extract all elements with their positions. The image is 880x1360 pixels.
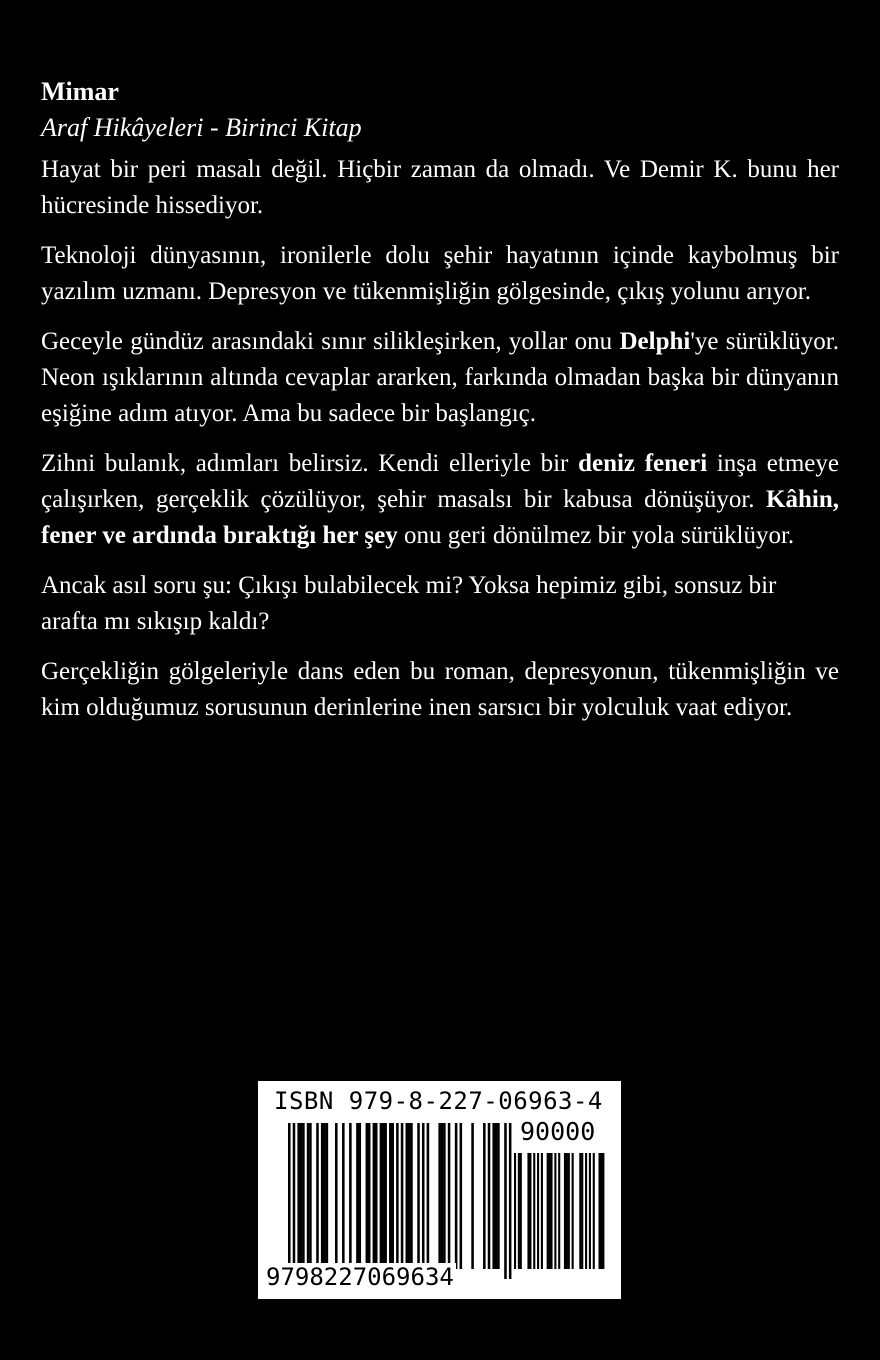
- barcode-bar: [366, 1123, 369, 1269]
- barcode-addon-bar: [549, 1153, 551, 1269]
- blurb-paragraph-1: Hayat bir peri masalı değil. Hiçbir zaman da olmadı. Ve Demir K. bunu her hücresinde hissediyor.: [41, 156, 839, 219]
- barcode-addon-bar: [572, 1153, 574, 1269]
- book-title: Mimar: [41, 77, 119, 106]
- barcode-bar: [448, 1123, 451, 1269]
- barcode-bar: [300, 1123, 303, 1269]
- barcode-bar: [302, 1123, 305, 1269]
- barcode-bar: [316, 1123, 319, 1269]
- blurb-emphasis: Kâhin, fener ve ardında bıraktığı her şey: [41, 486, 839, 549]
- barcode-addon-bar: [566, 1153, 568, 1269]
- barcode-digits: 9798227069634: [266, 1263, 454, 1291]
- blurb-text: Geceyle gündüz arasındaki sınır silikleşirken, yollar onu: [41, 328, 620, 355]
- barcode-addon-bar: [520, 1153, 522, 1269]
- barcode-bar: [455, 1123, 458, 1269]
- barcode-addon-bar: [537, 1153, 539, 1269]
- barcode-addon-bar: [541, 1153, 543, 1269]
- barcode-bar: [401, 1123, 404, 1279]
- barcode-addon-bar: [558, 1153, 560, 1269]
- barcode-bar: [335, 1123, 338, 1269]
- barcode-bar: [391, 1123, 394, 1269]
- barcode-bar: [406, 1123, 409, 1269]
- barcode-bar: [460, 1123, 463, 1269]
- barcode-bar: [359, 1123, 362, 1269]
- isbn-barcode: [258, 1081, 621, 1299]
- blurb-text: inşa etmeye çalışırken, gerçeklik çözülüyor, şehir masalsı bir kabusa dönüşüyor.: [41, 450, 839, 513]
- barcode-bar: [427, 1123, 430, 1269]
- barcode-bar: [323, 1123, 326, 1269]
- barcode-bar: [373, 1123, 376, 1269]
- barcode-bar: [356, 1123, 359, 1269]
- barcode-addon-bar: [527, 1153, 529, 1269]
- blurb-paragraph-4: [41, 446, 839, 554]
- blurb-paragraph-2: Teknoloji dünyasının, ironilerle dolu şehir hayatının içinde kaybolmuş bir yazılım uzmanı. Depresyon ve tükenmişliğin gölgesinde, çıkış yolunu arıyor.: [41, 242, 839, 305]
- barcode-bar: [410, 1123, 413, 1269]
- barcode-addon-bar: [600, 1153, 602, 1269]
- blurb-emphasis: Delphi: [619, 328, 691, 355]
- barcode-addon-bar: [529, 1153, 531, 1269]
- barcode-bar: [326, 1123, 329, 1269]
- barcode-bar: [488, 1123, 491, 1269]
- barcode-addon-bar: [550, 1153, 552, 1269]
- barcode-bar: [441, 1123, 444, 1269]
- barcode-bar: [384, 1123, 387, 1269]
- isbn-label: ISBN 979-8-227-06963-4: [274, 1087, 603, 1115]
- barcode-addon-bar: [533, 1153, 535, 1269]
- back-cover-text: [41, 74, 839, 740]
- barcode-bar: [495, 1123, 498, 1269]
- barcode-bar: [375, 1123, 378, 1269]
- barcode-bar: [396, 1123, 399, 1279]
- barcode-bar: [307, 1123, 310, 1269]
- book-subtitle: Araf Hikâyeleri - Birinci Kitap: [41, 113, 362, 142]
- barcode-addon-bar: [598, 1153, 600, 1269]
- barcode-addon-bar: [547, 1153, 549, 1269]
- barcode-bar: [297, 1123, 300, 1269]
- blurb-paragraph-3: [41, 324, 839, 432]
- barcode-bar: [342, 1123, 345, 1269]
- barcode-addon-bar: [568, 1153, 570, 1269]
- barcode-bar: [497, 1123, 500, 1269]
- blurb-text: onu geri dönülmez bir yola sürüklüyor.: [397, 522, 795, 549]
- barcode-bar: [438, 1123, 441, 1269]
- barcode-addon-bar: [514, 1153, 516, 1269]
- barcode-bar: [504, 1123, 507, 1279]
- barcode-addon-bar: [593, 1153, 595, 1269]
- barcode-bar: [483, 1123, 486, 1269]
- blurb-text: Zihni bulanık, adımları belirsiz. Kendi elleriyle bir: [41, 450, 579, 477]
- barcode-bar: [443, 1123, 446, 1269]
- barcode-addon-bar: [585, 1153, 587, 1269]
- barcode-addon-bar: [554, 1153, 556, 1269]
- barcode-bar: [471, 1123, 474, 1269]
- blurb-paragraph-5: Ancak asıl soru şu: Çıkışı bulabilecek mi? Yoksa hepimiz gibi, sonsuz bir arafta mı sıkışıp kaldı?: [41, 572, 777, 635]
- barcode-addon-bar: [579, 1153, 581, 1269]
- price-code: 90000: [520, 1117, 596, 1146]
- barcode-bar: [389, 1123, 392, 1269]
- barcode-bar: [422, 1123, 425, 1269]
- barcode-addon-bar: [589, 1153, 591, 1269]
- barcode-addon-bar: [518, 1153, 520, 1269]
- barcode-bar: [408, 1123, 411, 1269]
- barcode-bar: [288, 1123, 291, 1279]
- barcode-bar: [417, 1123, 420, 1269]
- barcode-bar: [492, 1123, 495, 1269]
- blurb-text: 'ye sürüklüyor. Neon ışıklarının altında cevaplar ararken, farkında olmadan başka bir dünyanın eşiğine adım atıyor. Ama bu sadece bir başlangıç.: [41, 328, 840, 427]
- blurb-paragraph-6: Gerçekliğin gölgeleriyle dans eden bu roman, depresyonun, tükenmişliğin ve kim olduğumuz sorusunun derinlerine inen sarsıcı bir yolculuk vaat ediyor.: [41, 658, 839, 721]
- barcode-bar: [509, 1123, 512, 1279]
- barcode-bar: [382, 1123, 385, 1269]
- barcode-bar: [293, 1123, 296, 1279]
- barcode-addon-bar: [602, 1153, 604, 1269]
- barcode-bar: [368, 1123, 371, 1269]
- barcode-addon-bar: [581, 1153, 583, 1269]
- blurb-emphasis: deniz feneri: [578, 450, 708, 477]
- barcode-bar: [380, 1123, 383, 1269]
- barcode-addon-bar: [564, 1153, 566, 1269]
- barcode-bar: [321, 1123, 324, 1269]
- barcode-bar: [309, 1123, 312, 1269]
- barcode-bar: [349, 1123, 352, 1269]
